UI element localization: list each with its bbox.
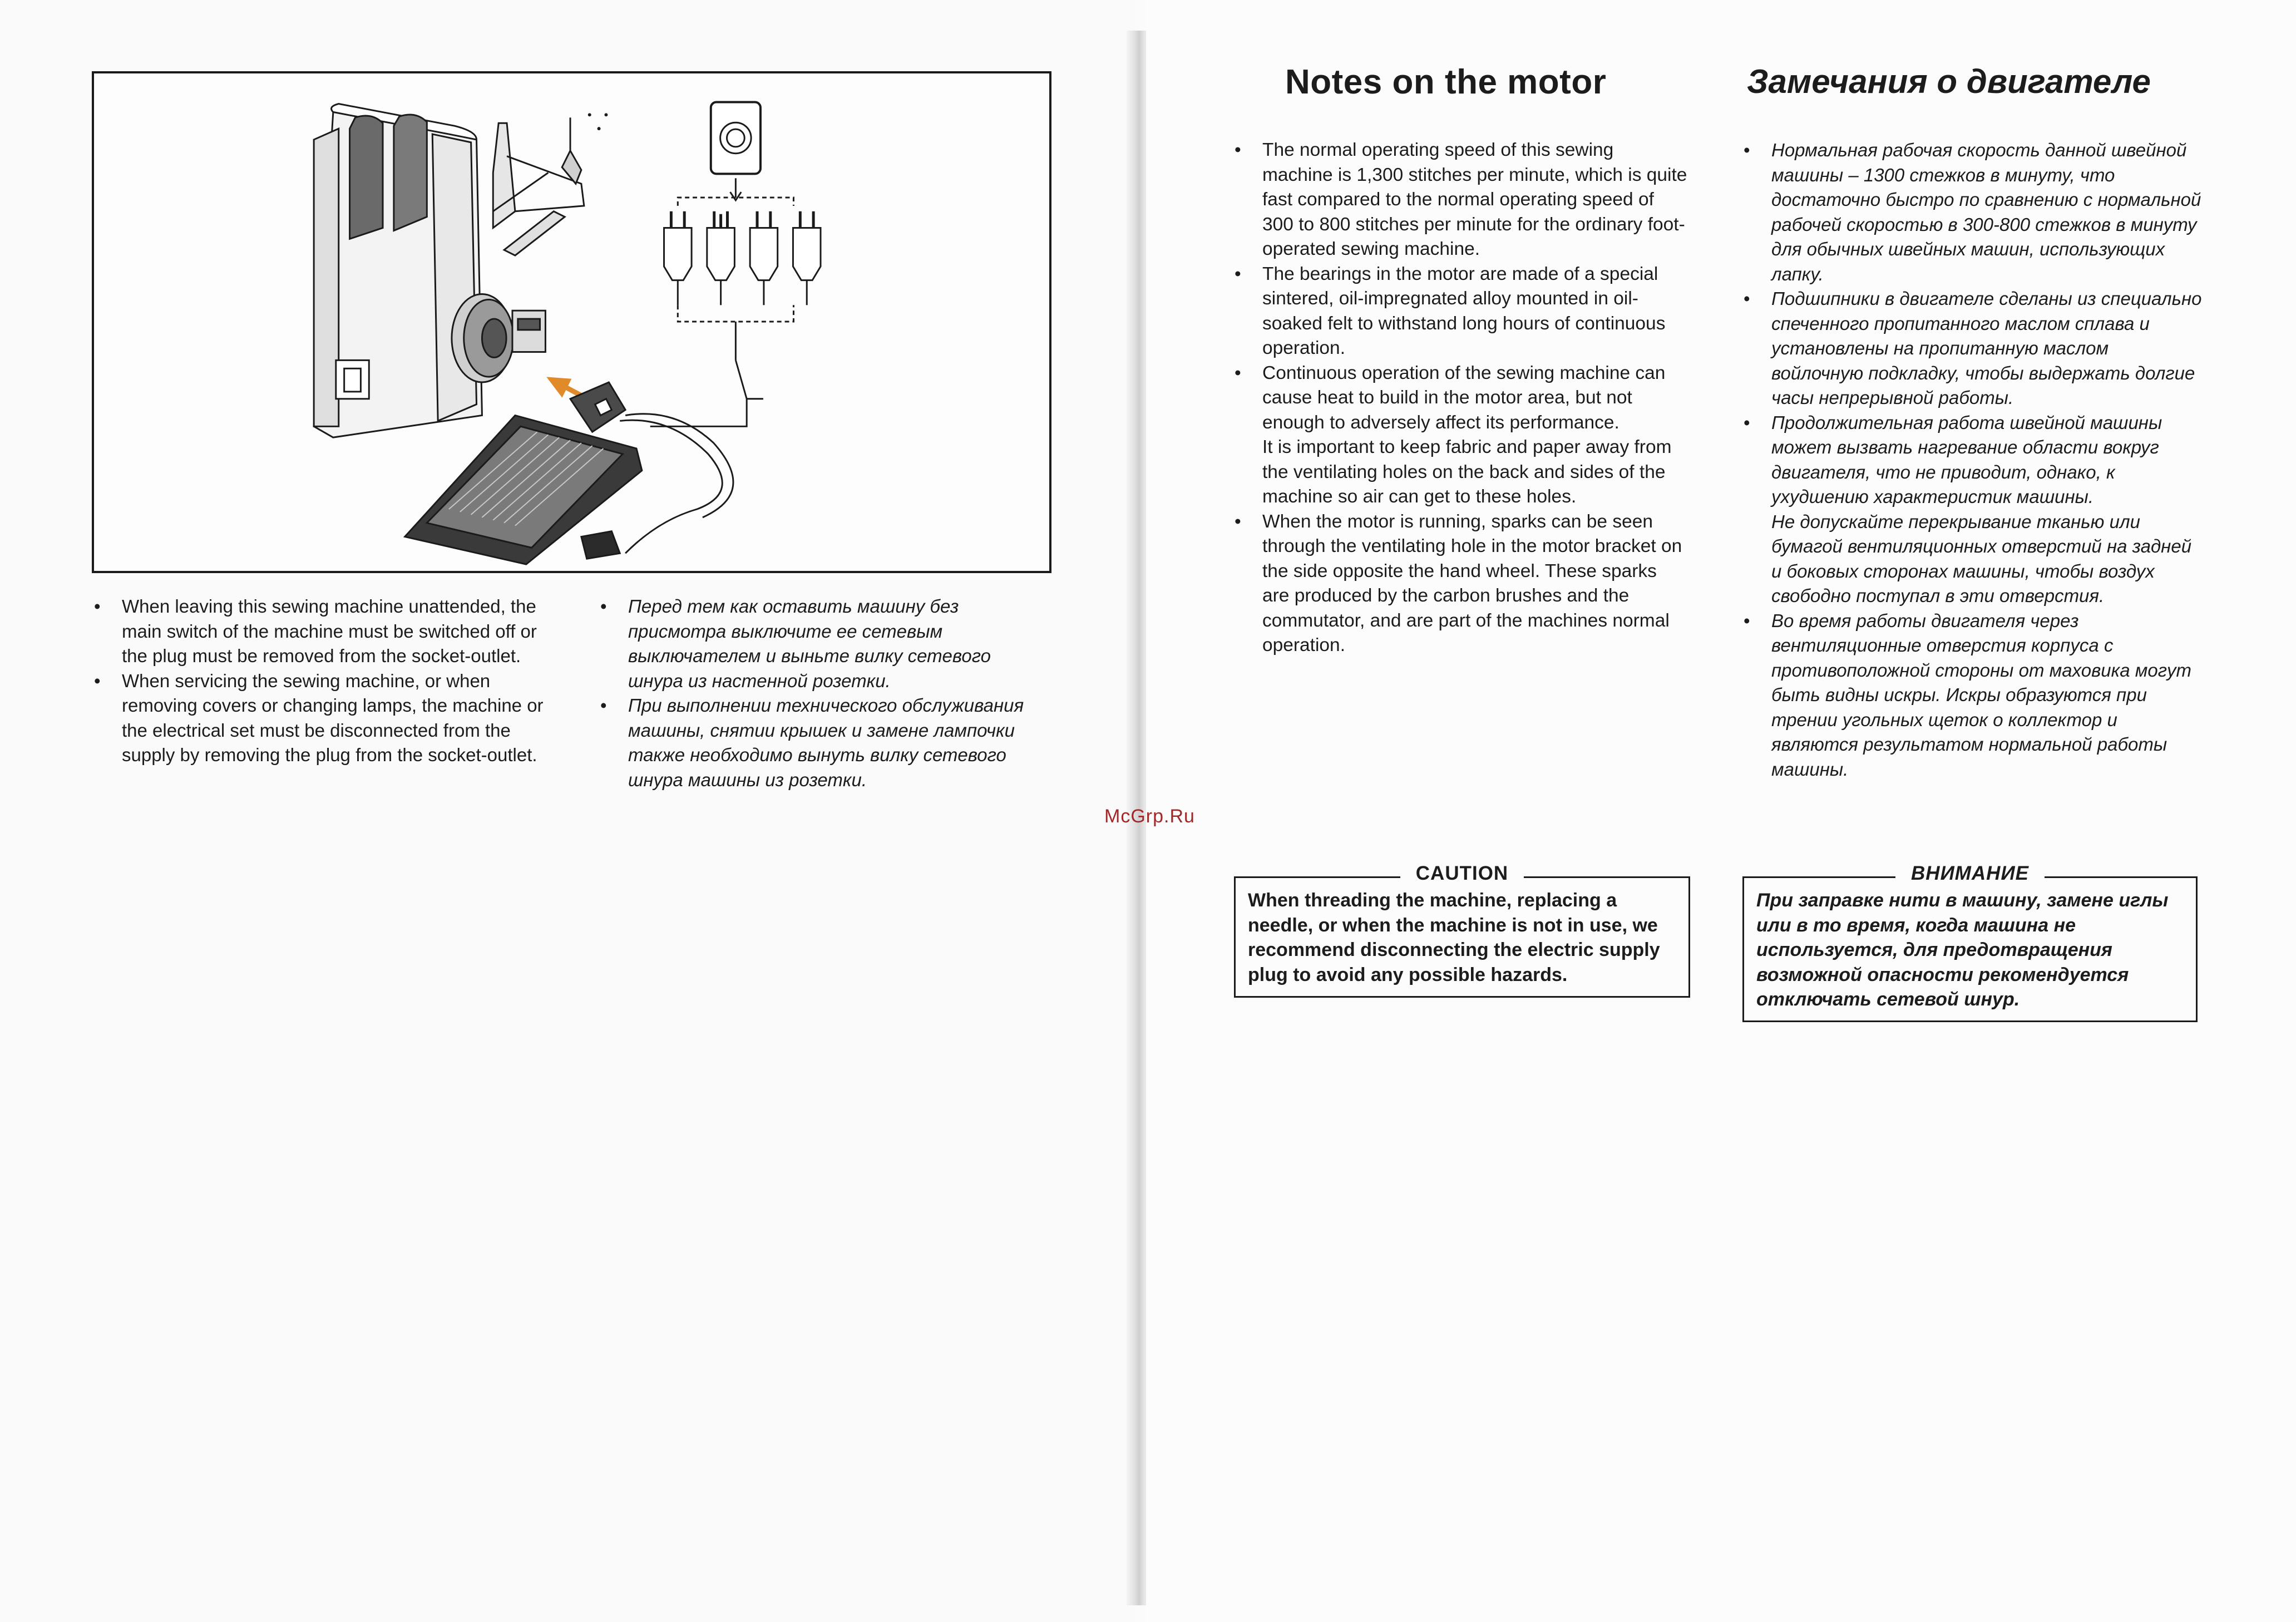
- list-item: • Во время работы двигателя через вентиляционные отверстия корпуса с противоположной стороны от маховика могут быть видны искры. Искры образуются при трении угольных щеток о коллектор и являются результатом нормальной работы машины.: [1744, 610, 2192, 780]
- list-item: • When leaving this sewing machine unattended, the main switch of the machine must be switched off or the plug must be removed from the socket-outlet.: [94, 596, 537, 666]
- list-item: • The bearings in the motor are made of a special sintered, oil-impregnated alloy mounted in oil-soaked felt to withstand long hours of continuous operation.: [1235, 263, 1666, 358]
- watermark-text: McGrp.Ru: [1104, 806, 1195, 827]
- caution-title: CAUTION: [1400, 862, 1524, 884]
- list-item: • Подшипники в двигателе сделаны из специально спеченного пропитанного маслом сплава и установлены на пропитанную маслом войлочную подкладку, чтобы выдержать долгие часы непрерывной работы.: [1744, 288, 2202, 408]
- bleed-through-heading: [234, 1358, 243, 1394]
- list-item: • When servicing the sewing machine, or when removing covers or changing lamps, the machine or the electrical set must be disconnected from the supply by removing the plug from the socket-outlet.: [94, 670, 544, 765]
- list-item: • When the motor is running, sparks can be seen through the ventilating hole in the motor bracket on the side opposite the hand wheel. These sparks are produced by the carbon brushes and the commutator, and are part of the machines normal operation.: [1235, 511, 1682, 655]
- list-item: • Нормальная рабочая скорость данной швейной машины – 1300 стежков в минуту, что достаточно быстро по сравнению с нормальной рабочей скоростью в 300-800 стежков в минуту для обычных швейных машин, использующих лапку.: [1744, 140, 2201, 284]
- caution-title: ВНИМАНИЕ: [1895, 862, 2045, 884]
- list-item: • При выполнении технического обслуживания машины, снятии крышек и замене лампочки также необходимо вынуть вилку сетевого шнура машины из розетки.: [600, 695, 1024, 790]
- motor-notes-russian: [1741, 138, 2203, 782]
- motor-notes-english: [1232, 138, 1688, 658]
- caution-box-russian: [1742, 862, 2198, 1022]
- left-english-warnings: [92, 594, 554, 768]
- caution-text: When threading the machine, replacing a needle, or when the machine is not in use, we recommend disconnecting the electric supply plug to avoid any possible hazards.: [1248, 890, 1660, 985]
- left-russian-warnings: [598, 594, 1049, 792]
- page-title-russian: Замечания о двигателе: [1747, 63, 2151, 100]
- list-item: • The normal operating speed of this sewing machine is 1,300 stitches per minute, which is quite fast compared to the normal operating speed of 300 to 800 stitches per minute for the ordinary foot-operated sewing machine.: [1235, 140, 1687, 259]
- caution-box-english: [1234, 862, 1690, 998]
- page-title-english: Notes on the motor: [1285, 63, 1607, 101]
- left-page: [0, 0, 1135, 1622]
- list-item: • Перед тем как оставить машину без присмотра выключите ее сетевым выключателем и выньте вилку сетевого шнура из настенной розетки.: [600, 596, 991, 691]
- power-connection-figure: [92, 71, 1051, 573]
- list-item: • Continuous operation of the sewing machine can cause heat to build in the motor area, but not enough to adversely affect its performance. It is important to keep fabric and paper away from the ventilating holes on the back and sides of the machine so air can get to these holes.: [1235, 362, 1672, 507]
- caution-text: При заправке нити в машину, замене иглы или в то время, когда машина не используется, для предотвращения возможной опасности рекомендуется отключать сетевой шнур.: [1756, 890, 2169, 1010]
- sewing-machine-foot-controller-illustration: [94, 73, 1049, 571]
- list-item: • Продолжительная работа швейной машины может вызвать нагревание области вокруг двигателя, что не приводит, однако, к ухудшению характеристик машины. Не допускайте перекрывание тканью или бумагой вентиляционных отверстий на задней и боковых сторонах машины, чтобы воздух свободно поступал в эти отверстия.: [1744, 412, 2192, 606]
